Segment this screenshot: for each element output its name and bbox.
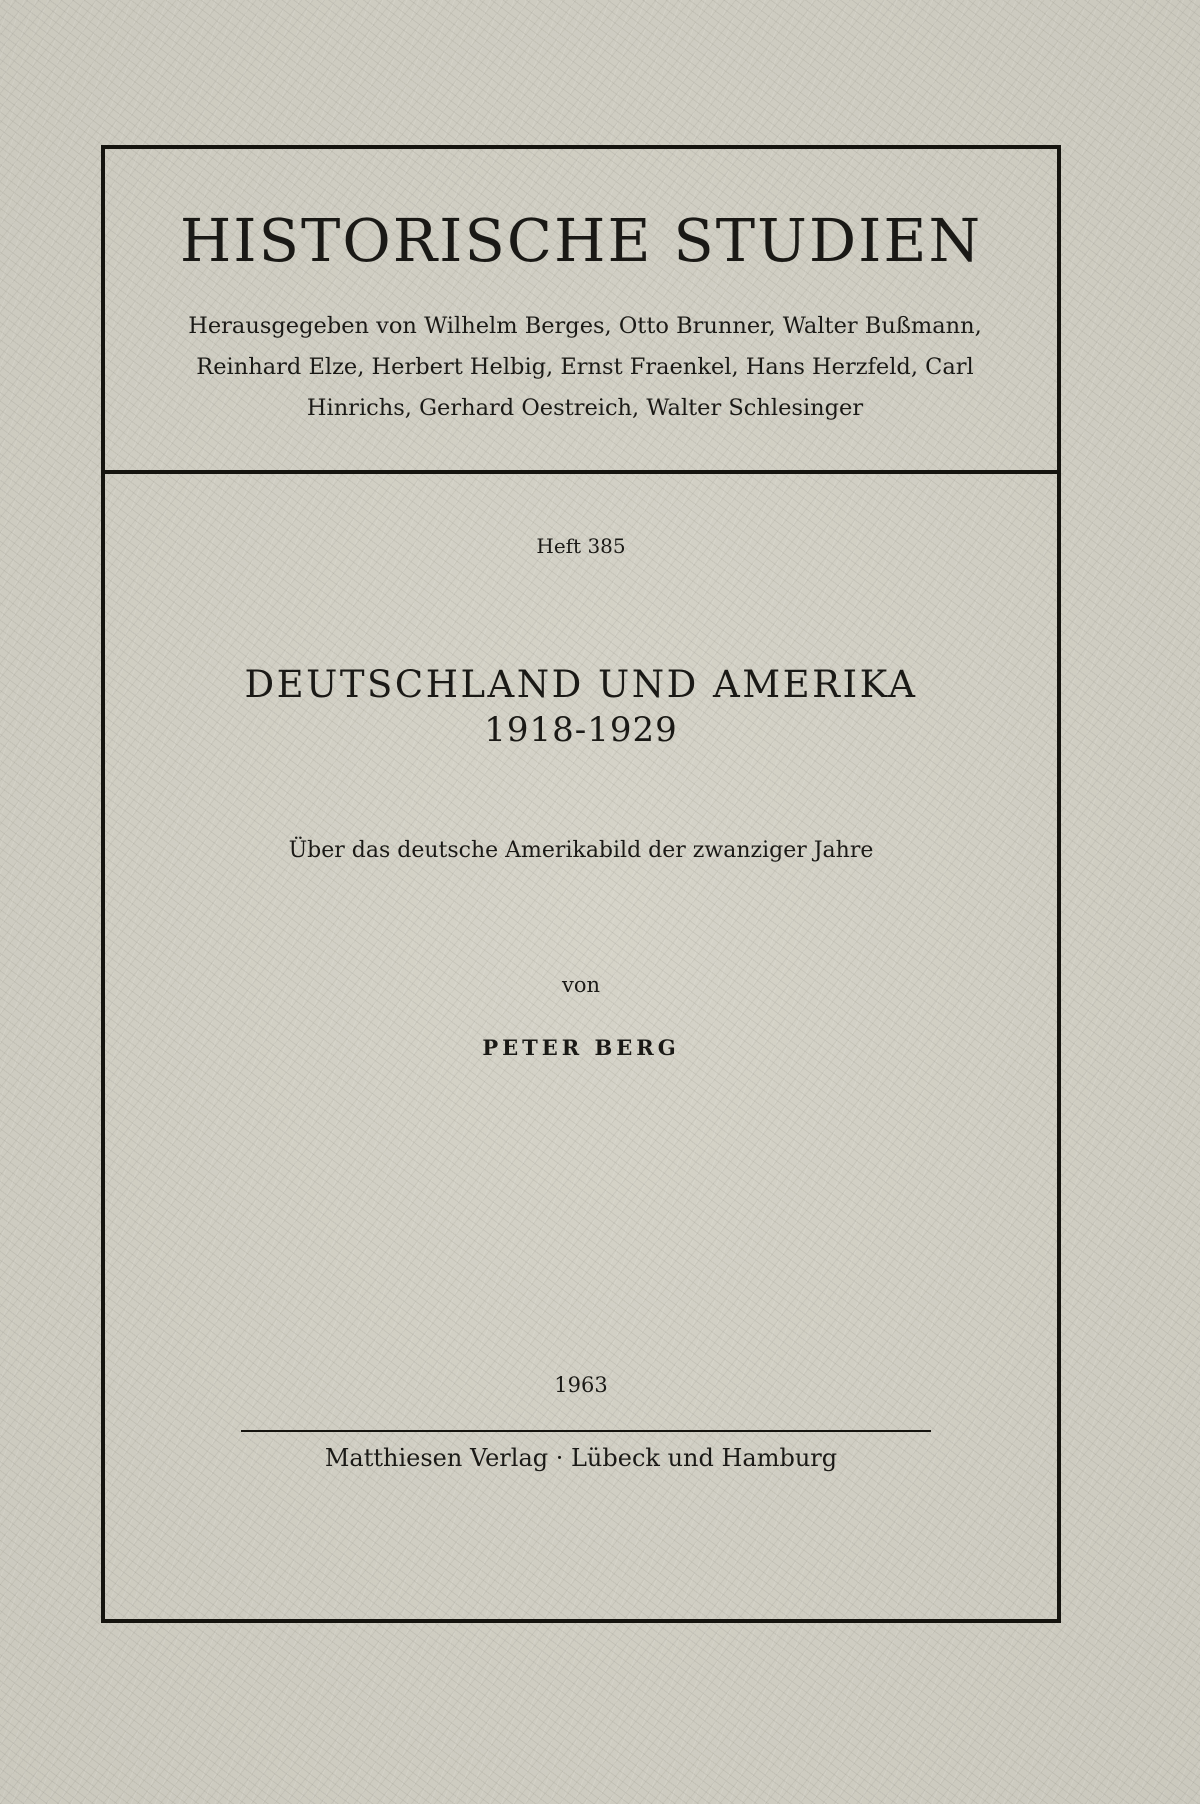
book-years: 1918-1929 [484, 710, 678, 750]
series-header [105, 149, 1057, 474]
series-title: HISTORISCHE STUDIEN [179, 206, 983, 275]
publication-year: 1963 [554, 1373, 608, 1397]
title-page-frame [101, 145, 1061, 1623]
book-title: DEUTSCHLAND UND AMERIKA [244, 663, 918, 706]
title-page-body [105, 474, 1057, 1619]
by-label: von [561, 973, 601, 997]
publisher-line: Matthiesen Verlag · Lübeck und Hamburg [324, 1444, 838, 1472]
editors-line: Reinhard Elze, Herbert Helbig, Ernst Fraenkel, Hans Herzfeld, Carl [196, 354, 974, 380]
book-subtitle: Über das deutsche Amerikabild der zwanziger Jahre [288, 838, 874, 863]
publisher-divider [241, 1430, 931, 1432]
editors-line: Herausgegeben von Wilhelm Berges, Otto Brunner, Walter Bußmann, [188, 313, 982, 339]
series-editors [167, 306, 1003, 429]
editors-line: Hinrichs, Gerhard Oestreich, Walter Schlesinger [306, 395, 864, 421]
issue-number: Heft 385 [536, 534, 626, 558]
author-name: PETER BERG [482, 1035, 680, 1060]
